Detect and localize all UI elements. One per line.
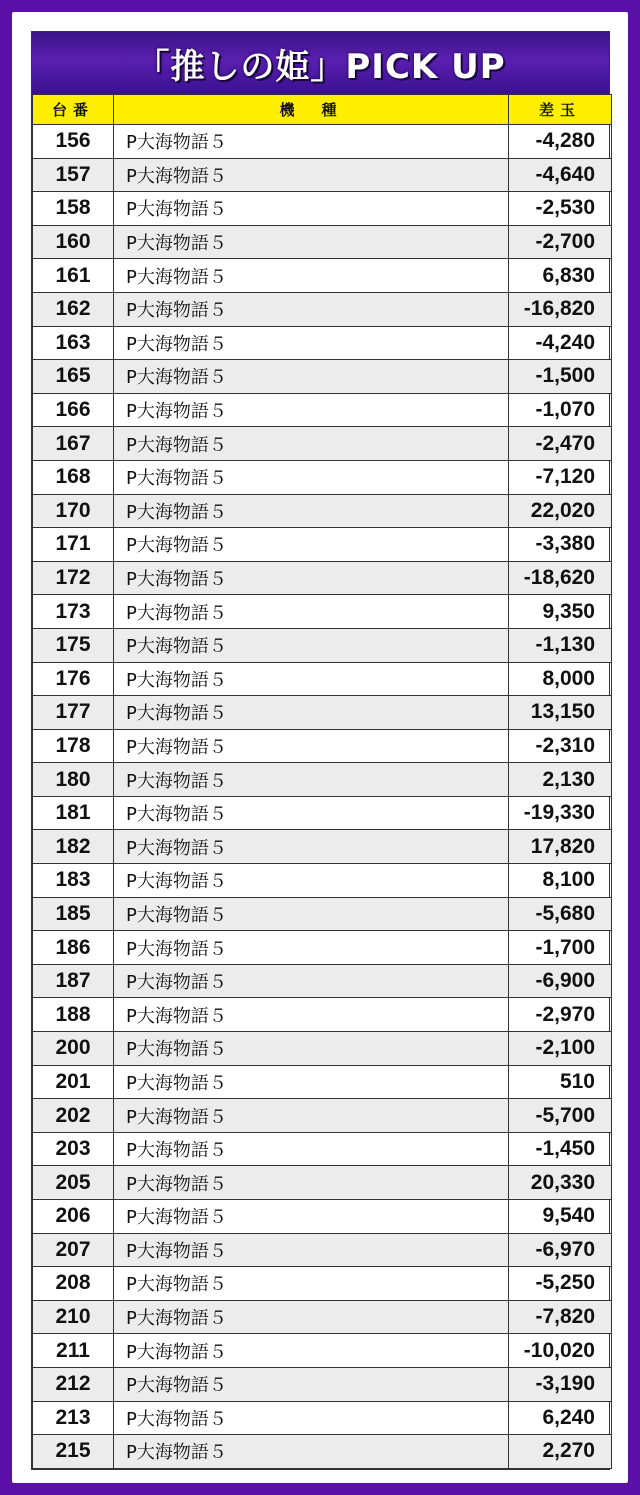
cell-machine-no: 215 — [33, 1435, 114, 1469]
cell-diff: 8,100 — [509, 864, 612, 898]
cell-diff: -4,240 — [509, 326, 612, 360]
cell-diff: -1,130 — [509, 628, 612, 662]
cell-diff: -7,820 — [509, 1300, 612, 1334]
cell-diff: 2,130 — [509, 763, 612, 797]
table-row — [33, 1166, 612, 1200]
page-title: 「推しの姫」PICK UP — [32, 32, 609, 94]
cell-model: P大海物語５ — [114, 326, 509, 360]
cell-model: P大海物語５ — [114, 1435, 509, 1469]
table-row — [33, 1401, 612, 1435]
cell-diff: 17,820 — [509, 830, 612, 864]
cell-machine-no: 180 — [33, 763, 114, 797]
cell-diff: -4,280 — [509, 125, 612, 159]
cell-diff: 9,350 — [509, 595, 612, 629]
cell-model: P大海物語５ — [114, 864, 509, 898]
cell-machine-no: 173 — [33, 595, 114, 629]
table-row — [33, 528, 612, 562]
cell-model: P大海物語５ — [114, 729, 509, 763]
table-row — [33, 1200, 612, 1234]
cell-machine-no: 206 — [33, 1200, 114, 1234]
cell-machine-no: 158 — [33, 192, 114, 226]
cell-diff: -1,700 — [509, 931, 612, 965]
cell-model: P大海物語５ — [114, 931, 509, 965]
cell-diff: -5,680 — [509, 897, 612, 931]
cell-machine-no: 203 — [33, 1132, 114, 1166]
cell-diff: 6,830 — [509, 259, 612, 293]
cell-machine-no: 178 — [33, 729, 114, 763]
cell-diff: -2,100 — [509, 1032, 612, 1066]
cell-model: P大海物語５ — [114, 1267, 509, 1301]
cell-model: P大海物語５ — [114, 897, 509, 931]
cell-model: P大海物語５ — [114, 1132, 509, 1166]
table-row — [33, 796, 612, 830]
cell-machine-no: 156 — [33, 125, 114, 159]
table-row — [33, 494, 612, 528]
cell-model: P大海物語５ — [114, 561, 509, 595]
table-row — [33, 628, 612, 662]
cell-model: P大海物語５ — [114, 158, 509, 192]
cell-machine-no: 163 — [33, 326, 114, 360]
table-row — [33, 427, 612, 461]
table-row — [33, 864, 612, 898]
header-diff: 差玉 — [509, 95, 612, 125]
table-row — [33, 292, 612, 326]
cell-machine-no: 187 — [33, 964, 114, 998]
table-row — [33, 561, 612, 595]
table-header-row — [33, 95, 612, 125]
cell-diff: -6,970 — [509, 1233, 612, 1267]
table-row — [33, 326, 612, 360]
cell-model: P大海物語５ — [114, 998, 509, 1032]
cell-machine-no: 208 — [33, 1267, 114, 1301]
cell-model: P大海物語５ — [114, 192, 509, 226]
cell-machine-no: 213 — [33, 1401, 114, 1435]
cell-diff: 9,540 — [509, 1200, 612, 1234]
cell-model: P大海物語５ — [114, 292, 509, 326]
cell-model: P大海物語５ — [114, 1200, 509, 1234]
cell-machine-no: 177 — [33, 696, 114, 730]
cell-machine-no: 207 — [33, 1233, 114, 1267]
cell-machine-no: 185 — [33, 897, 114, 931]
table-row — [33, 1334, 612, 1368]
table-row — [33, 158, 612, 192]
cell-diff: -1,070 — [509, 393, 612, 427]
table-row — [33, 1233, 612, 1267]
cell-diff: 20,330 — [509, 1166, 612, 1200]
cell-machine-no: 200 — [33, 1032, 114, 1066]
cell-machine-no: 210 — [33, 1300, 114, 1334]
cell-machine-no: 161 — [33, 259, 114, 293]
cell-diff: 6,240 — [509, 1401, 612, 1435]
header-machine-no: 台番 — [33, 95, 114, 125]
table-row — [33, 1267, 612, 1301]
cell-diff: 13,150 — [509, 696, 612, 730]
cell-diff: -3,190 — [509, 1367, 612, 1401]
cell-model: P大海物語５ — [114, 830, 509, 864]
cell-model: P大海物語５ — [114, 427, 509, 461]
cell-model: P大海物語５ — [114, 1401, 509, 1435]
table-row — [33, 225, 612, 259]
table-row — [33, 998, 612, 1032]
cell-model: P大海物語５ — [114, 763, 509, 797]
table-row — [33, 1435, 612, 1469]
results-table — [32, 94, 612, 1469]
cell-model: P大海物語５ — [114, 595, 509, 629]
table-row — [33, 1099, 612, 1133]
cell-model: P大海物語５ — [114, 460, 509, 494]
table-row — [33, 662, 612, 696]
table-row — [33, 1367, 612, 1401]
cell-machine-no: 201 — [33, 1065, 114, 1099]
table-row — [33, 192, 612, 226]
table-row — [33, 1300, 612, 1334]
table-row — [33, 125, 612, 159]
cell-model: P大海物語５ — [114, 696, 509, 730]
cell-machine-no: 162 — [33, 292, 114, 326]
cell-model: P大海物語５ — [114, 1233, 509, 1267]
cell-diff: 2,270 — [509, 1435, 612, 1469]
cell-model: P大海物語５ — [114, 360, 509, 394]
cell-diff: -2,470 — [509, 427, 612, 461]
cell-diff: -5,700 — [509, 1099, 612, 1133]
table-row — [33, 897, 612, 931]
cell-model: P大海物語５ — [114, 125, 509, 159]
cell-diff: -6,900 — [509, 964, 612, 998]
cell-machine-no: 157 — [33, 158, 114, 192]
cell-diff: -2,310 — [509, 729, 612, 763]
table-row — [33, 259, 612, 293]
cell-model: P大海物語５ — [114, 259, 509, 293]
cell-machine-no: 212 — [33, 1367, 114, 1401]
cell-machine-no: 172 — [33, 561, 114, 595]
table-row — [33, 696, 612, 730]
cell-machine-no: 160 — [33, 225, 114, 259]
cell-diff: 510 — [509, 1065, 612, 1099]
cell-diff: -2,970 — [509, 998, 612, 1032]
table-row — [33, 393, 612, 427]
cell-diff: 8,000 — [509, 662, 612, 696]
cell-machine-no: 183 — [33, 864, 114, 898]
table-row — [33, 460, 612, 494]
table-row — [33, 595, 612, 629]
cell-diff: -16,820 — [509, 292, 612, 326]
cell-diff: -10,020 — [509, 1334, 612, 1368]
cell-machine-no: 202 — [33, 1099, 114, 1133]
cell-machine-no: 170 — [33, 494, 114, 528]
cell-machine-no: 181 — [33, 796, 114, 830]
cell-machine-no: 165 — [33, 360, 114, 394]
cell-diff: -2,700 — [509, 225, 612, 259]
cell-model: P大海物語５ — [114, 628, 509, 662]
cell-diff: -4,640 — [509, 158, 612, 192]
cell-machine-no: 175 — [33, 628, 114, 662]
cell-machine-no: 186 — [33, 931, 114, 965]
table-row — [33, 763, 612, 797]
cell-model: P大海物語５ — [114, 662, 509, 696]
cell-machine-no: 188 — [33, 998, 114, 1032]
table-row — [33, 360, 612, 394]
cell-machine-no: 168 — [33, 460, 114, 494]
cell-model: P大海物語５ — [114, 964, 509, 998]
cell-diff: -3,380 — [509, 528, 612, 562]
cell-model: P大海物語５ — [114, 1334, 509, 1368]
cell-model: P大海物語５ — [114, 1300, 509, 1334]
cell-model: P大海物語５ — [114, 528, 509, 562]
cell-diff: 22,020 — [509, 494, 612, 528]
cell-model: P大海物語５ — [114, 1065, 509, 1099]
cell-model: P大海物語５ — [114, 1032, 509, 1066]
cell-diff: -1,450 — [509, 1132, 612, 1166]
cell-diff: -5,250 — [509, 1267, 612, 1301]
cell-machine-no: 166 — [33, 393, 114, 427]
table-row — [33, 1032, 612, 1066]
pickup-panel — [31, 31, 610, 1470]
cell-machine-no: 167 — [33, 427, 114, 461]
table-row — [33, 1132, 612, 1166]
cell-model: P大海物語５ — [114, 1166, 509, 1200]
table-row — [33, 1065, 612, 1099]
cell-machine-no: 211 — [33, 1334, 114, 1368]
table-row — [33, 964, 612, 998]
cell-model: P大海物語５ — [114, 796, 509, 830]
cell-model: P大海物語５ — [114, 393, 509, 427]
cell-machine-no: 171 — [33, 528, 114, 562]
cell-diff: -19,330 — [509, 796, 612, 830]
cell-diff: -18,620 — [509, 561, 612, 595]
table-row — [33, 729, 612, 763]
table-row — [33, 830, 612, 864]
cell-model: P大海物語５ — [114, 1367, 509, 1401]
cell-model: P大海物語５ — [114, 494, 509, 528]
cell-model: P大海物語５ — [114, 1099, 509, 1133]
cell-machine-no: 176 — [33, 662, 114, 696]
cell-diff: -1,500 — [509, 360, 612, 394]
cell-machine-no: 182 — [33, 830, 114, 864]
cell-diff: -7,120 — [509, 460, 612, 494]
table-row — [33, 931, 612, 965]
header-model: 機 種 — [114, 95, 509, 125]
cell-diff: -2,530 — [509, 192, 612, 226]
cell-model: P大海物語５ — [114, 225, 509, 259]
cell-machine-no: 205 — [33, 1166, 114, 1200]
